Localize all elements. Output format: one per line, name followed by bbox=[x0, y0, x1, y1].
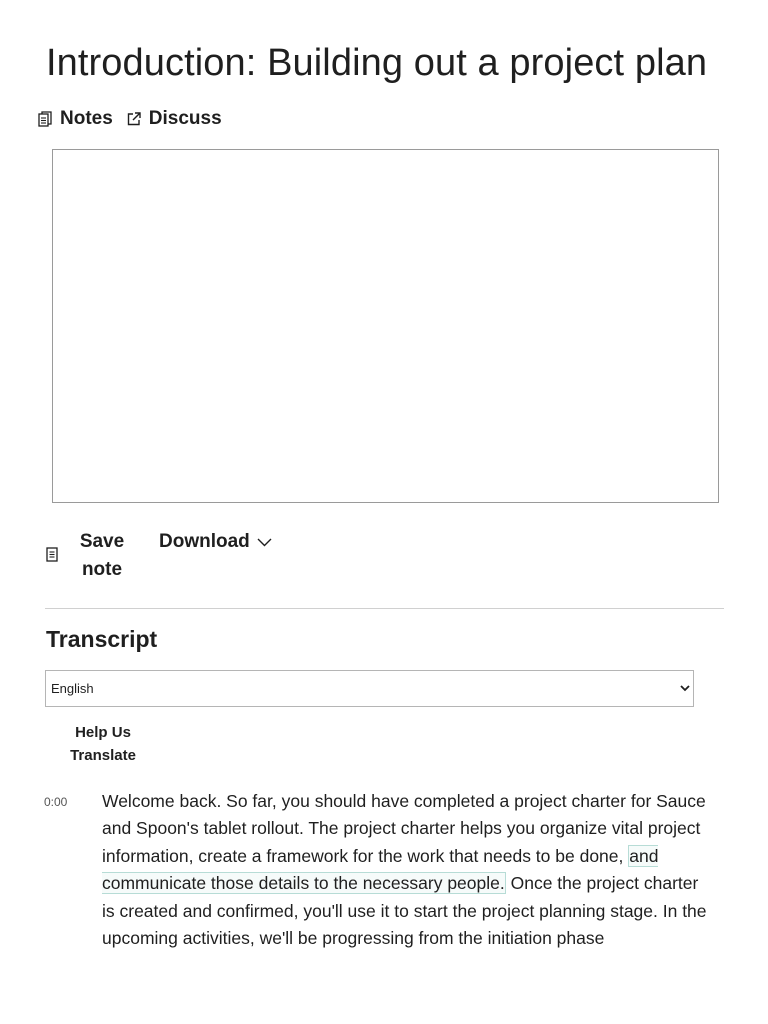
transcript-phrase[interactable]: Welcome back. So far, you should have completed a project charter for Sauce and Spoon's tablet rollout. The project charter helps you organize vital project information, create a framework for the work that needs to be done, bbox=[102, 791, 706, 866]
discuss-label: Discuss bbox=[148, 108, 222, 129]
note-icon bbox=[46, 547, 58, 562]
transcript-paragraph bbox=[102, 788, 712, 952]
video-player[interactable] bbox=[52, 149, 719, 503]
language-selected: English bbox=[51, 681, 94, 696]
save-note-label: Save note bbox=[79, 531, 125, 580]
transcript-phrase[interactable]: Once the project charter is created and confirmed, you'll use it to start the project planning stage. In the upcoming activities, we'll be progressing from the initiation phase bbox=[102, 873, 707, 949]
chevron-down-icon bbox=[257, 538, 272, 547]
transcript-phrase-highlighted[interactable]: and communicate those details to the necessary people. bbox=[102, 845, 659, 894]
chevron-down-icon bbox=[680, 685, 690, 692]
notes-icon bbox=[38, 111, 52, 127]
page-title: Introduction: Building out a project plan bbox=[46, 42, 708, 84]
discuss-link[interactable] bbox=[127, 108, 222, 130]
notes-button[interactable] bbox=[38, 108, 113, 130]
language-select[interactable] bbox=[45, 670, 694, 707]
transcript-heading: Transcript bbox=[46, 626, 158, 652]
external-link-icon bbox=[127, 112, 141, 126]
lecture-toolbar bbox=[38, 108, 236, 130]
notes-label: Notes bbox=[60, 108, 113, 129]
download-button[interactable] bbox=[159, 528, 272, 556]
transcript-timestamp[interactable]: 0:00 bbox=[44, 795, 68, 809]
save-note-button[interactable] bbox=[44, 528, 134, 582]
help-translate-button[interactable]: Help Us Translate bbox=[70, 724, 136, 764]
section-divider bbox=[45, 608, 724, 609]
download-label: Download bbox=[159, 531, 250, 552]
